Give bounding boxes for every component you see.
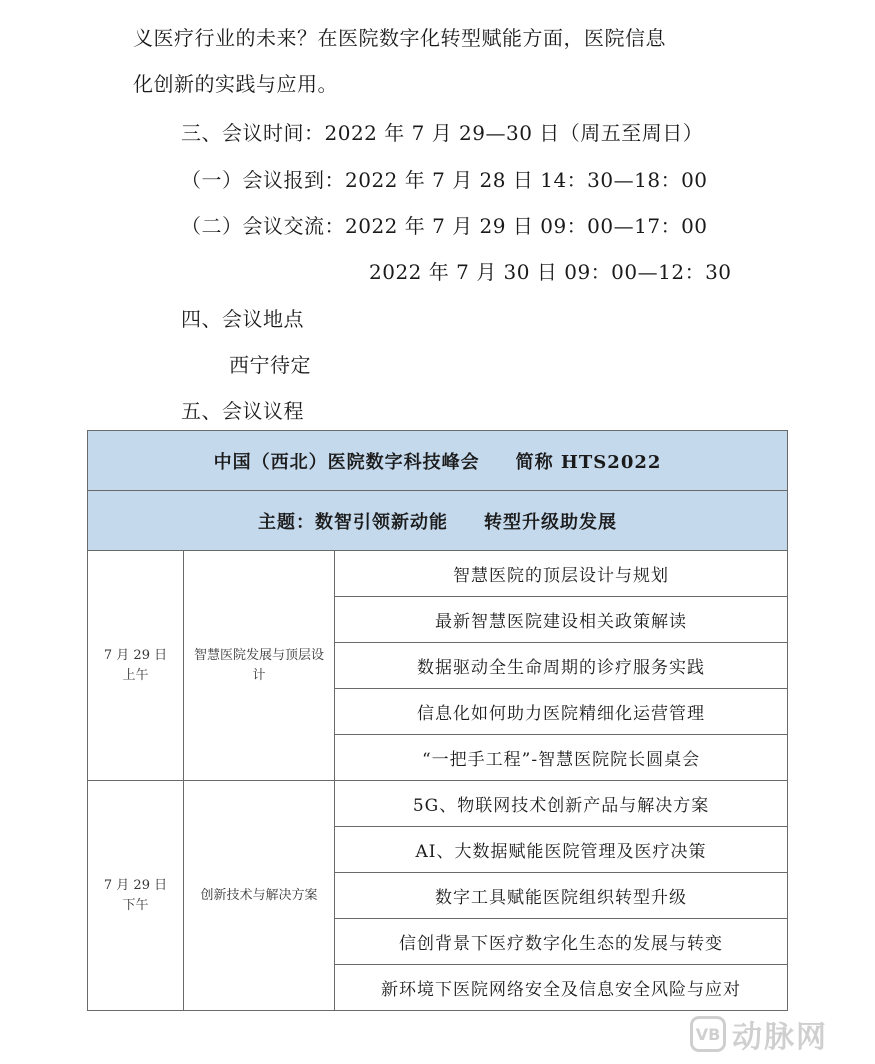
session-period: 上午 bbox=[122, 667, 149, 683]
theme-part-2: 转型升级助发展 bbox=[484, 511, 618, 533]
topic-cell: 数据驱动全生命周期的诊疗服务实践 bbox=[335, 643, 788, 689]
topic-cell: 数字工具赋能医院组织转型升级 bbox=[335, 873, 788, 919]
agenda-title-row bbox=[88, 431, 788, 491]
topic-cell: “一把手工程”-智慧医院院长圆桌会 bbox=[335, 735, 788, 781]
topic-cell: 智慧医院的顶层设计与规划 bbox=[335, 551, 788, 597]
vb-logo-icon: VB bbox=[690, 1016, 726, 1052]
summit-abbreviation: 简称 HTS2022 bbox=[515, 451, 662, 473]
watermark-text: 动脉网 bbox=[732, 1020, 828, 1055]
session-date-afternoon bbox=[88, 781, 184, 1011]
topic-cell: AI、大数据赋能医院管理及医疗决策 bbox=[335, 827, 788, 873]
topic-cell: 5G、物联网技术创新产品与解决方案 bbox=[335, 781, 788, 827]
session-date: 7 月 29 日 bbox=[103, 877, 168, 893]
intro-line-1: 义医疗行业的未来？在医院数字化转型赋能方面，医院信息 bbox=[133, 26, 666, 50]
session-date-morning bbox=[88, 551, 184, 781]
intro-line-2: 化创新的实践与应用。 bbox=[133, 72, 338, 96]
venue-value: 西宁待定 bbox=[229, 353, 311, 377]
watermark bbox=[690, 1012, 828, 1056]
session-date: 7 月 29 日 bbox=[103, 647, 168, 663]
registration-time: （一）会议报到：2022 年 7 月 28 日 14：30—18：00 bbox=[181, 168, 708, 192]
summit-title: 中国（西北）医院数字科技峰会 bbox=[213, 451, 480, 473]
theme-part-1: 主题：数智引领新动能 bbox=[258, 511, 449, 533]
table-row bbox=[88, 551, 788, 597]
exchange-time-day1: （二）会议交流：2022 年 7 月 29 日 09：00—17：00 bbox=[181, 214, 708, 238]
topic-cell: 最新智慧医院建设相关政策解读 bbox=[335, 597, 788, 643]
session-track-afternoon: 创新技术与解决方案 bbox=[184, 781, 335, 1011]
exchange-time-day2: 2022 年 7 月 30 日 09：00—12：30 bbox=[369, 260, 732, 284]
venue-heading: 四、会议地点 bbox=[181, 307, 304, 331]
topic-cell: 新环境下医院网络安全及信息安全风险与应对 bbox=[335, 965, 788, 1011]
agenda-heading: 五、会议议程 bbox=[181, 399, 304, 423]
agenda-table bbox=[87, 430, 788, 1011]
topic-cell: 信息化如何助力医院精细化运营管理 bbox=[335, 689, 788, 735]
meeting-time-heading: 三、会议时间：2022 年 7 月 29—30 日（周五至周日） bbox=[181, 121, 704, 145]
agenda-theme-row bbox=[88, 491, 788, 551]
table-row bbox=[88, 781, 788, 827]
session-period: 下午 bbox=[122, 897, 149, 913]
session-track-morning: 智慧医院发展与顶层设计 bbox=[184, 551, 335, 781]
topic-cell: 信创背景下医疗数字化生态的发展与转变 bbox=[335, 919, 788, 965]
